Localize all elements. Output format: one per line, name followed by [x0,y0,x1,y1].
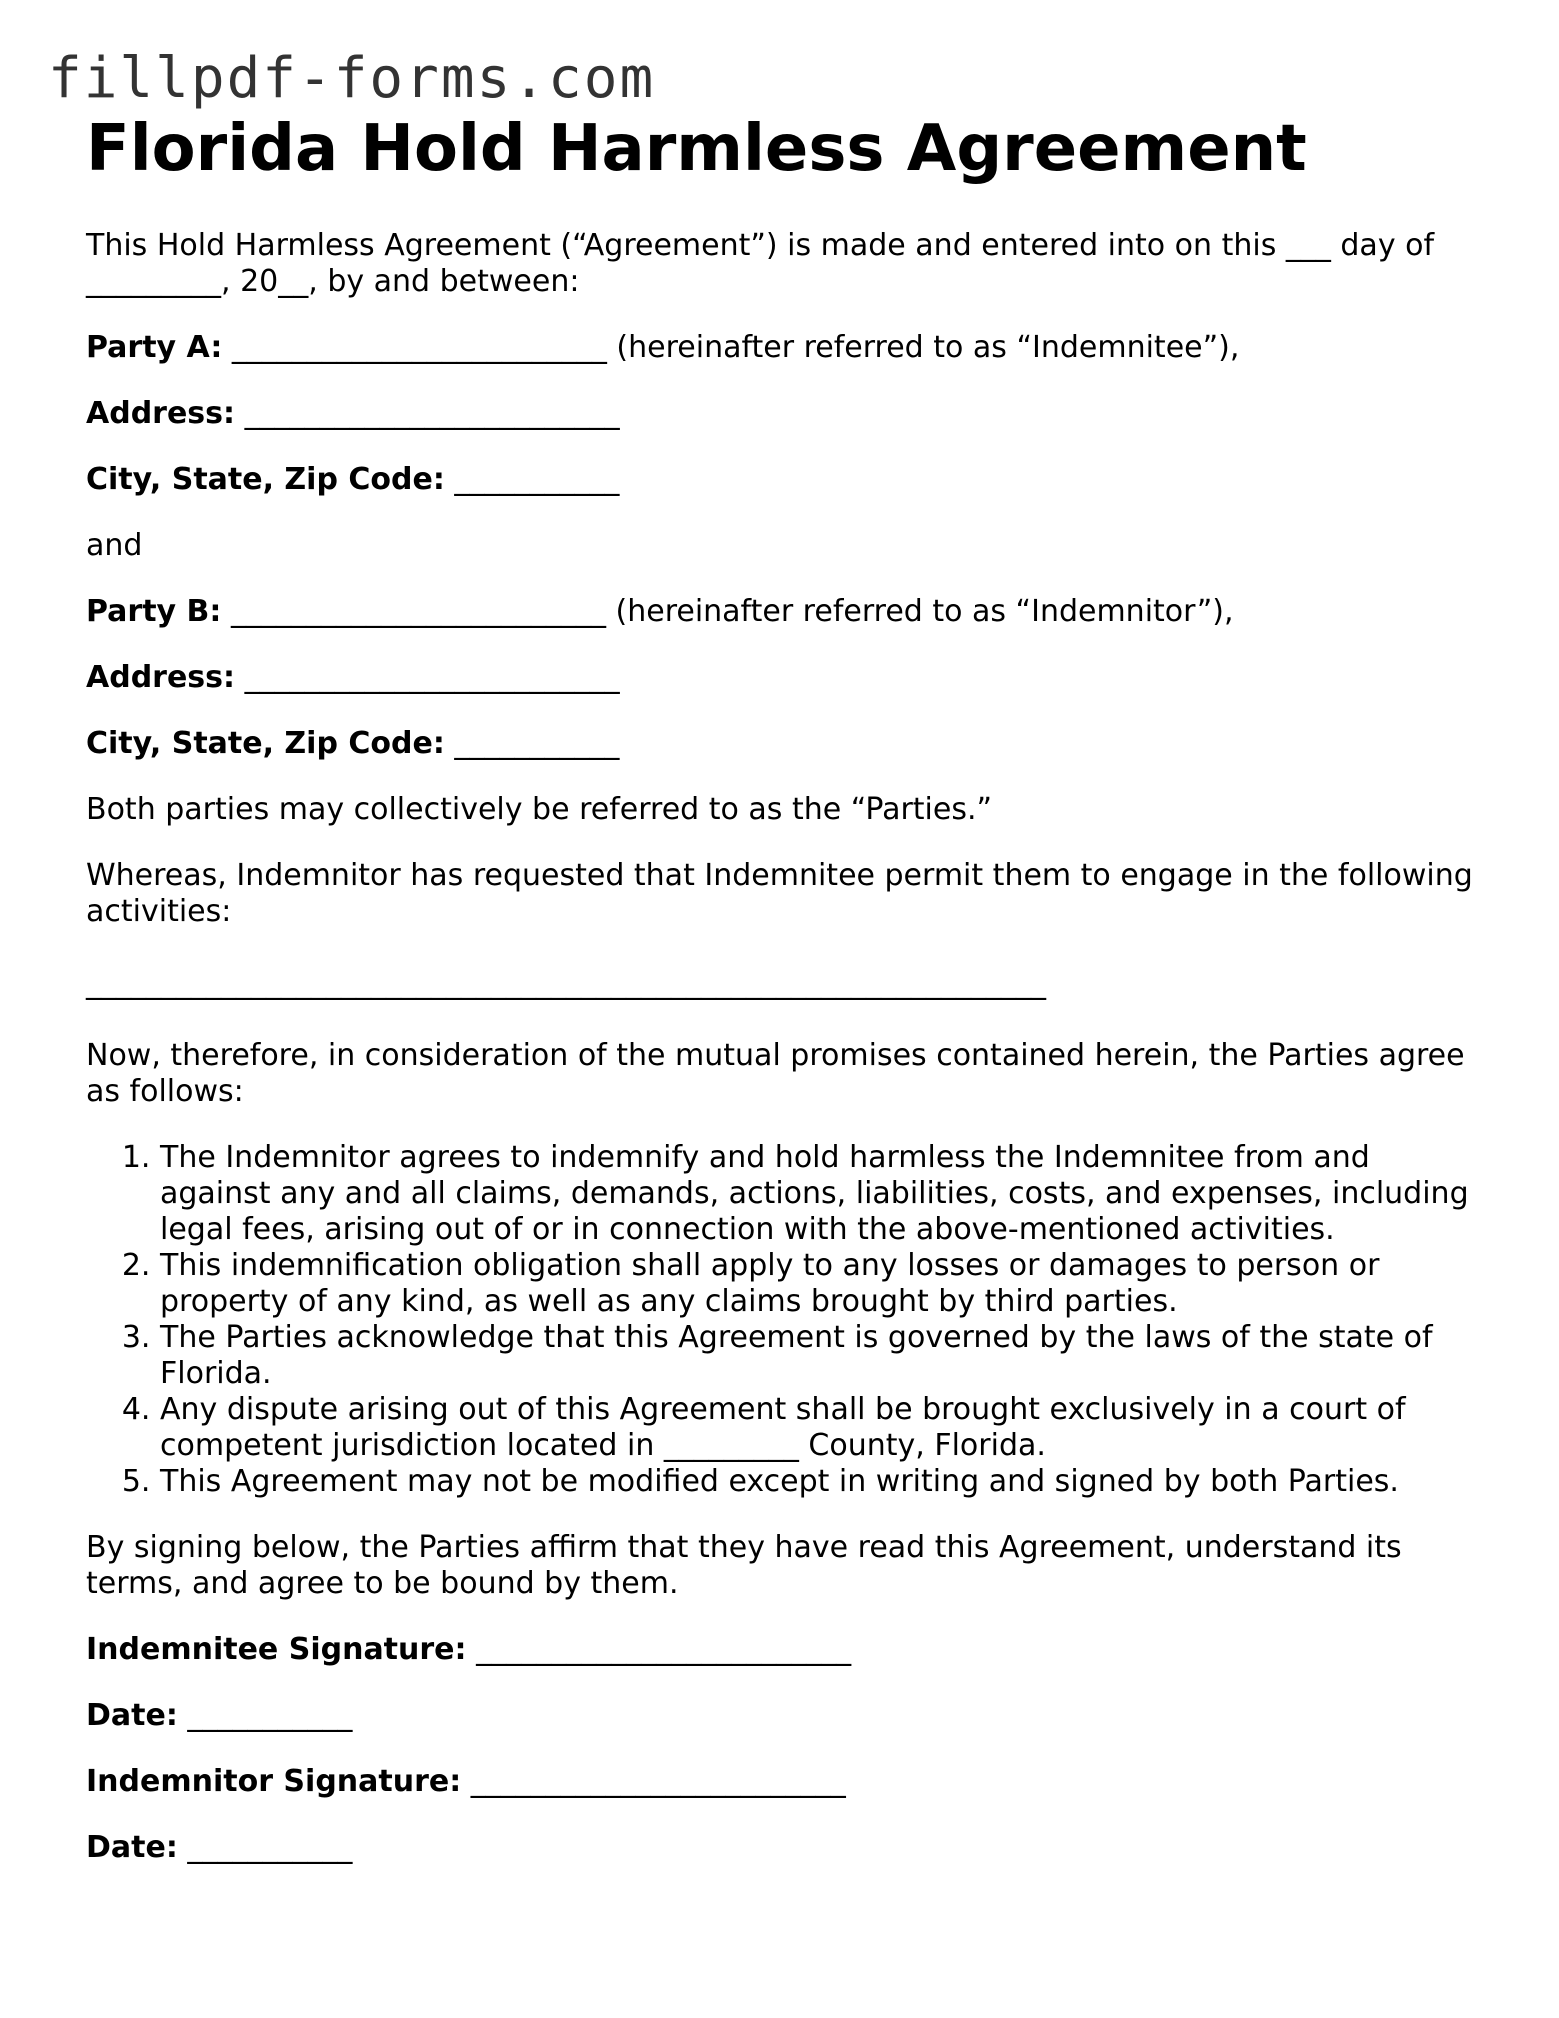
document-page [86,110,1476,1896]
collective-paragraph: Both parties may collectively be referred to as the “Parties.” [86,792,993,827]
party-a-address-line [86,396,1476,432]
indemnitor-signature-label: Indemnitor Signature: [86,1764,462,1799]
now-therefore-paragraph: Now, therefore, in consideration of the mutual promises contained herein, the Parties agree as follows: [86,1038,1465,1109]
indemnitee-signature-line [86,1632,1476,1668]
indemnitor-signature-line [86,1764,1476,1800]
indemnitee-date-line [86,1698,1476,1734]
party-a-line [86,330,1476,366]
party-b-field[interactable]: _________________________ (hereinafter referred to as “Indemnitor”), [230,594,1234,629]
party-a-field[interactable]: _________________________ (hereinafter referred to as “Indemnitee”), [231,330,1240,365]
indemnitee-signature-label: Indemnitee Signature: [86,1632,467,1667]
whereas-paragraph: Whereas, Indemnitor has requested that Indemnitee permit them to engage in the following activities: [86,858,1473,929]
party-b-address-field[interactable]: _________________________ [244,660,620,695]
term-item-5: 5. This Agreement may not be modified except in writing and signed by both Parties. [160,1464,1476,1500]
party-b-line [86,594,1476,630]
party-b-label: Party B: [86,594,222,629]
indemnitee-signature-field[interactable]: _________________________ [476,1632,852,1667]
party-a-city-label: City, State, Zip Code: [86,462,445,497]
and-text: and [86,528,143,563]
terms-list [86,1140,1476,1500]
intro-paragraph: This Hold Harmless Agreement (“Agreement”) is made and entered into on this ___ day of _________, 20__, by and between: [86,228,1435,299]
party-b-address-line [86,660,1476,696]
watermark: fillpdf-forms.com [48,46,656,111]
affirm-paragraph: By signing below, the Parties affirm that they have read this Agreement, understand its terms, and agree to be bound by them. [86,1530,1402,1601]
party-b-city-label: City, State, Zip Code: [86,726,445,761]
indemnitor-date-field[interactable]: ___________ [187,1830,353,1865]
party-a-city-line [86,462,1476,498]
party-b-address-label: Address: [86,660,236,695]
term-item-2: 2. This indemnification obligation shall apply to any losses or damages to person or property of any kind, as well as any claims brought by third parties. [160,1248,1476,1320]
term-item-4: 4. Any dispute arising out of this Agreement shall be brought exclusively in a court of competent jurisdiction located in _________ County, Florida. [160,1392,1476,1464]
term-item-3: 3. The Parties acknowledge that this Agreement is governed by the laws of the state of Florida. [160,1320,1476,1392]
indemnitor-date-label: Date: [86,1830,178,1865]
party-a-address-field[interactable]: _________________________ [244,396,620,431]
term-item-1: 1. The Indemnitor agrees to indemnify and hold harmless the Indemnitee from and against any and all claims, demands, actions, liabilities, costs, and expenses, including legal fees, arising out of or in connection with the above-mentioned activities. [160,1140,1476,1248]
activities-field[interactable]: ________________________________________________________________ [86,966,1046,1001]
party-a-city-field[interactable]: ___________ [454,462,620,497]
party-b-city-line [86,726,1476,762]
indemnitee-date-label: Date: [86,1698,178,1733]
party-b-city-field[interactable]: ___________ [454,726,620,761]
party-a-address-label: Address: [86,396,236,431]
indemnitee-date-field[interactable]: ___________ [187,1698,353,1733]
indemnitor-date-line [86,1830,1476,1866]
document-title: Florida Hold Harmless Agreement [86,112,1307,186]
party-a-label: Party A: [86,330,223,365]
indemnitor-signature-field[interactable]: _________________________ [470,1764,846,1799]
